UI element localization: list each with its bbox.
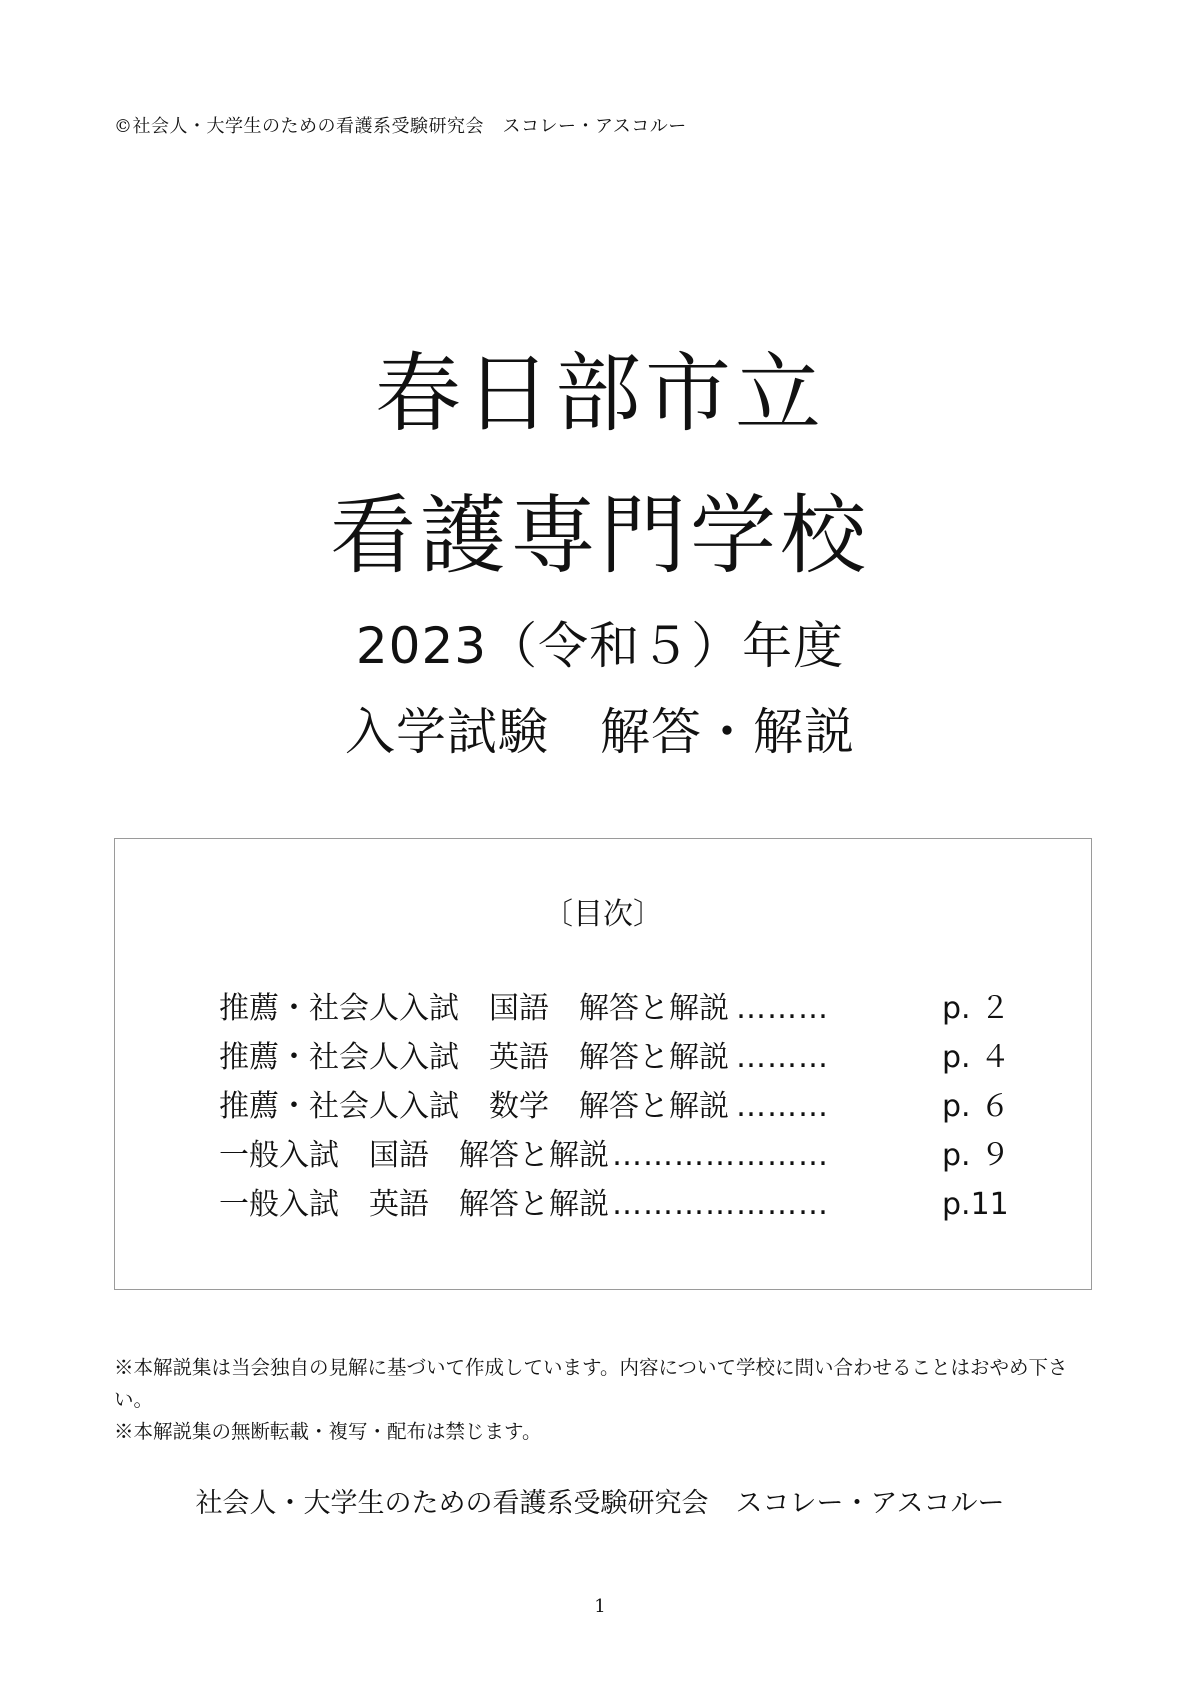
toc-item-label: 一般入試 国語 解答と解説 xyxy=(219,1138,609,1173)
title-school-city: 春日部市立 xyxy=(375,343,825,444)
toc-item-leader: ………………… xyxy=(612,1187,829,1222)
toc-heading: 〔目次〕 xyxy=(543,897,663,932)
toc-item-leader: ………………… xyxy=(612,1138,829,1173)
toc-item-label: 推薦・社会人入試 数学 解答と解説 xyxy=(219,1089,729,1124)
toc-list xyxy=(219,987,1019,1232)
copy-prohibition-note: ※本解説集の無断転載・複写・配布は禁じます。 xyxy=(114,1420,542,1443)
title-subtitle: 入学試験 解答・解説 xyxy=(345,702,855,761)
toc-item-label: 推薦・社会人入試 国語 解答と解説 xyxy=(219,991,729,1026)
toc-item xyxy=(219,1085,1019,1134)
title-school-name: 看護専門学校 xyxy=(330,485,870,586)
title-year: 2023（令和５）年度 xyxy=(355,616,845,675)
page-number: 1 xyxy=(594,1596,606,1617)
toc-item-page: p.11 xyxy=(942,1187,1009,1222)
toc-item xyxy=(219,1134,1019,1183)
toc-item xyxy=(219,987,1019,1036)
toc-item-page: p. ９ xyxy=(942,1138,1011,1173)
toc-item-leader: ……… xyxy=(736,1089,829,1124)
disclaimer-note: ※本解説集は当会独自の見解に基づいて作成しています。内容について学校に問い合わせることはおやめ下さい。 xyxy=(114,1356,1068,1411)
toc-item-label: 一般入試 英語 解答と解説 xyxy=(219,1187,609,1222)
toc-item-leader: ……… xyxy=(736,991,829,1026)
toc-item-page: p. ２ xyxy=(942,991,1011,1026)
toc-item-page: p. ６ xyxy=(942,1089,1011,1124)
footer-organization: 社会人・大学生のための看護系受験研究会 スコレー・アスコルー xyxy=(195,1488,1005,1519)
toc-item xyxy=(219,1183,1019,1232)
toc-item-page: p. ４ xyxy=(942,1040,1011,1075)
table-of-contents xyxy=(114,838,1092,1290)
disclaimer-notes xyxy=(114,1352,1094,1448)
toc-item-leader: ……… xyxy=(736,1040,829,1075)
toc-item-label: 推薦・社会人入試 英語 解答と解説 xyxy=(219,1040,729,1075)
toc-item xyxy=(219,1036,1019,1085)
copyright-notice: ©社会人・大学生のための看護系受験研究会 スコレー・アスコルー xyxy=(114,116,687,137)
